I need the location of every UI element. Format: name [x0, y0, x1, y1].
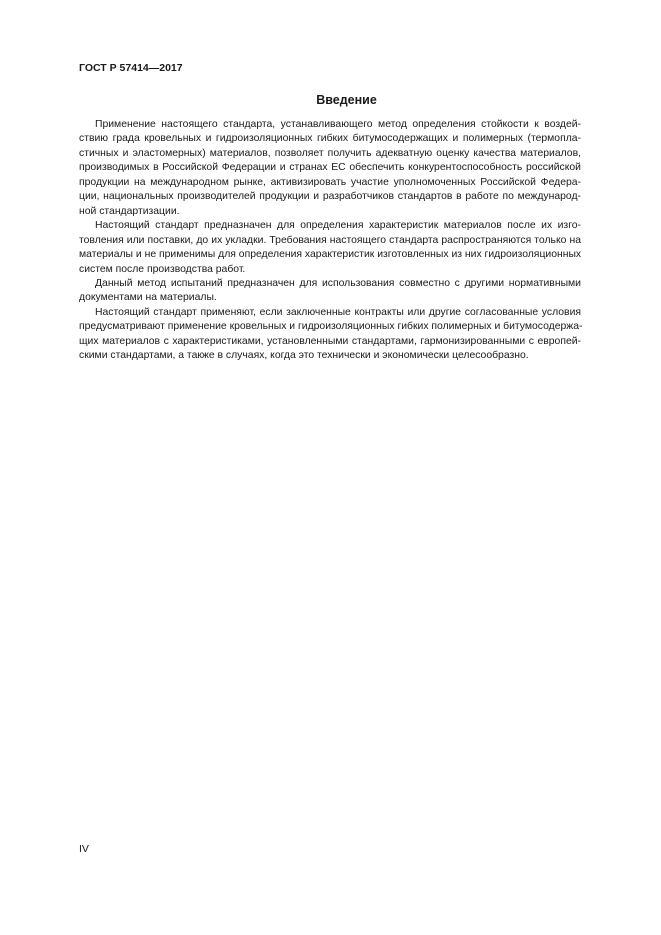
- paragraph-line: ствию града кровельных и гидроизоляционных гибких битумосодержащих и полимерных (термопла-: [79, 133, 581, 145]
- paragraph-line: материалы и не применимы для определения характеристик изготовленных из них гидроизоляционных: [79, 249, 582, 261]
- paragraph-line: ной стандартизации.: [79, 205, 180, 217]
- document-body: [79, 118, 581, 364]
- document-header-id: ГОСТ Р 57414—2017: [79, 62, 183, 74]
- paragraph-line: стичных и эластомерных) материалов, позволяет получить адекватную оценку качества материалов,: [79, 147, 581, 159]
- paragraph-line: систем после производства работ.: [79, 263, 246, 275]
- paragraph: [79, 277, 581, 306]
- paragraph: [79, 118, 581, 219]
- page-number: IV: [79, 843, 89, 855]
- paragraph-line: щих материалов с характеристиками, установленными стандартами, гармонизированными с европей-: [79, 335, 581, 347]
- section-title: Введение: [316, 93, 377, 107]
- paragraph-line: ции, национальных производителей продукции и разработчиков стандартов в работе по международ-: [79, 191, 581, 203]
- paragraph: [79, 219, 581, 277]
- paragraph: [79, 306, 581, 364]
- paragraph-line: предусматривают применение кровельных и гидроизоляционных гибких полимерных и битумосодержа-: [79, 321, 583, 333]
- paragraph-line: производимых в Российской Федерации и странах ЕС обеспечить конкурентоспособность российской: [79, 162, 581, 174]
- paragraph-line: Данный метод испытаний предназначен для использования совместно с другими нормативными: [95, 277, 581, 289]
- paragraph-line: товления или поставки, до их укладки. Требования настоящего стандарта распространяются только на: [79, 234, 581, 246]
- paragraph-line: документами на материалы.: [79, 292, 217, 304]
- paragraph-line: Настоящий стандарт предназначен для определения характеристик материалов после их изго-: [95, 220, 581, 232]
- paragraph-line: Настоящий стандарт применяют, если заключенные контракты или другие согласованные условия: [95, 306, 581, 318]
- paragraph-line: продукции на международном рынке, активизировать участие уполномоченных Российской Федера-: [79, 176, 581, 188]
- paragraph-line: Применение настоящего стандарта, устанавливающего метод определения стойкости к воздей-: [95, 119, 581, 130]
- paragraph-line: скими стандартами, а также в случаях, когда это технически и экономически целесообразно.: [79, 350, 529, 362]
